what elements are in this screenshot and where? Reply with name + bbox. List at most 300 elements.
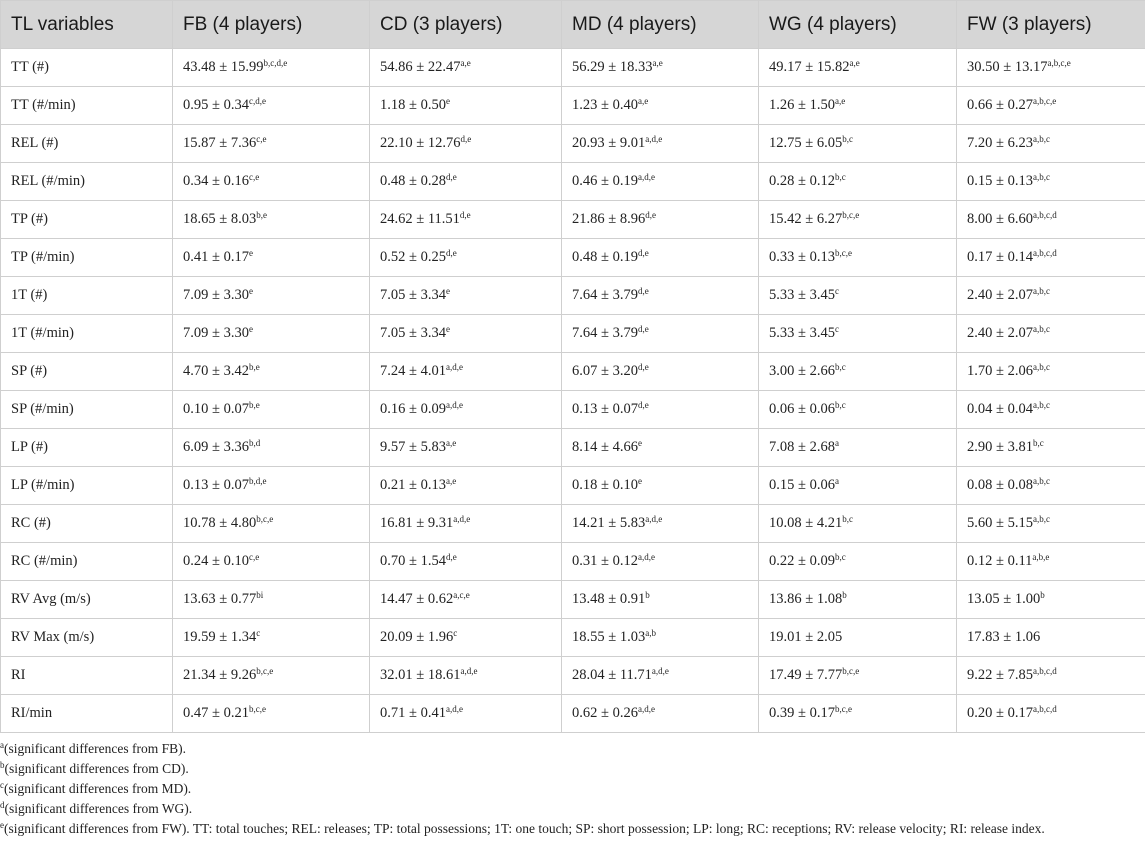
cell-fw <box>957 201 1145 239</box>
cell-md <box>562 391 759 429</box>
significance-superscript: a,b,c <box>1032 286 1050 296</box>
significance-superscript: a,c,e <box>453 590 470 600</box>
cell-value: 7.09 ± 3.30 <box>183 325 249 341</box>
cell-md <box>562 87 759 125</box>
footnote-text: (significant differences from WG). <box>4 801 193 816</box>
table-row <box>1 277 1145 315</box>
significance-superscript: a,e <box>445 438 457 448</box>
cell-value: 0.48 ± 0.19 <box>572 249 638 265</box>
table-row <box>1 125 1145 163</box>
cell-fb <box>173 505 370 543</box>
cell-cd <box>370 163 562 201</box>
cell-value: 24.62 ± 11.51 <box>380 211 460 227</box>
cell-wg <box>759 619 957 657</box>
cell-value: 0.21 ± 0.13 <box>380 477 446 493</box>
cell-value: 17.83 ± 1.06 <box>967 629 1041 645</box>
cell-value: 0.24 ± 0.10 <box>183 553 249 569</box>
footnote-mark: e <box>0 820 4 830</box>
cell-cd <box>370 49 562 87</box>
footnote-text: (significant differences from CD). <box>4 761 189 776</box>
cell-md <box>562 201 759 239</box>
cell-value: 21.86 ± 8.96 <box>572 211 646 227</box>
significance-superscript: a,e <box>834 96 846 106</box>
cell-value: 16.81 ± 9.31 <box>380 515 454 531</box>
cell-value: 13.05 ± 1.00 <box>967 591 1041 607</box>
cell-fw <box>957 49 1145 87</box>
cell-cd <box>370 353 562 391</box>
cell-value: 3.00 ± 2.66 <box>769 363 835 379</box>
row-label: RI/min <box>1 695 173 733</box>
cell-value: 0.13 ± 0.07 <box>183 477 249 493</box>
significance-superscript: a <box>834 438 839 448</box>
significance-superscript: e <box>248 324 253 334</box>
cell-value: 14.21 ± 5.83 <box>572 515 646 531</box>
cell-value: 0.62 ± 0.26 <box>572 705 638 721</box>
cell-value: 18.55 ± 1.03 <box>572 629 646 645</box>
significance-superscript: e <box>445 324 450 334</box>
significance-superscript: b,c <box>834 552 846 562</box>
cell-value: 0.28 ± 0.12 <box>769 173 835 189</box>
significance-superscript: a,d,e <box>645 514 663 524</box>
significance-superscript: d,e <box>445 172 457 182</box>
cell-value: 9.22 ± 7.85 <box>967 667 1033 683</box>
table-row <box>1 619 1145 657</box>
cell-value: 0.08 ± 0.08 <box>967 477 1033 493</box>
significance-superscript: c,e <box>248 552 260 562</box>
table-footnotes <box>0 739 1145 839</box>
cell-value: 15.87 ± 7.36 <box>183 135 257 151</box>
cell-value: 19.01 ± 2.05 <box>769 629 843 645</box>
cell-value: 30.50 ± 13.17 <box>967 59 1048 75</box>
cell-md <box>562 581 759 619</box>
cell-md <box>562 49 759 87</box>
cell-wg <box>759 695 957 733</box>
cell-wg <box>759 239 957 277</box>
cell-value: 13.86 ± 1.08 <box>769 591 843 607</box>
cell-value: 9.57 ± 5.83 <box>380 439 446 455</box>
cell-value: 2.90 ± 3.81 <box>967 439 1033 455</box>
cell-value: 1.26 ± 1.50 <box>769 97 835 113</box>
cell-wg <box>759 163 957 201</box>
cell-wg <box>759 505 957 543</box>
row-label: TP (#) <box>1 201 173 239</box>
significance-superscript: a,b,c <box>1032 134 1050 144</box>
cell-fb <box>173 467 370 505</box>
cell-cd <box>370 581 562 619</box>
row-label: TT (#) <box>1 49 173 87</box>
cell-value: 56.29 ± 18.33 <box>572 59 653 75</box>
cell-value: 13.63 ± 0.77 <box>183 591 257 607</box>
significance-superscript: d,e <box>637 248 649 258</box>
row-label: RV Max (m/s) <box>1 619 173 657</box>
cell-value: 0.31 ± 0.12 <box>572 553 638 569</box>
significance-superscript: e <box>637 438 642 448</box>
table-row <box>1 201 1145 239</box>
footnote-text: (significant differences from FW). TT: total touches; REL: releases; TP: total possessions; 1T: one touch; SP: short possession; LP: long; RC: receptions; RV: release velocity; RI: release index. <box>4 821 1045 836</box>
significance-superscript: b,e <box>248 400 260 410</box>
cell-wg <box>759 353 957 391</box>
cell-value: 0.15 ± 0.06 <box>769 477 835 493</box>
significance-superscript: a,e <box>637 96 649 106</box>
header-cd: CD (3 players) <box>370 1 562 49</box>
significance-superscript: a,b,c <box>1032 400 1050 410</box>
footnote <box>0 759 1145 779</box>
significance-superscript: b,e <box>256 210 267 220</box>
significance-superscript: a,d,e <box>637 172 655 182</box>
significance-superscript: d,e <box>460 134 472 144</box>
cell-value: 0.10 ± 0.07 <box>183 401 249 417</box>
cell-fb <box>173 49 370 87</box>
significance-superscript: a,d,e <box>651 666 669 676</box>
cell-wg <box>759 657 957 695</box>
significance-superscript: b <box>1040 590 1045 600</box>
header-wg: WG (4 players) <box>759 1 957 49</box>
cell-fb <box>173 581 370 619</box>
footnote-text: (significant differences from MD). <box>4 781 192 796</box>
cell-cd <box>370 429 562 467</box>
cell-fw <box>957 695 1145 733</box>
cell-cd <box>370 239 562 277</box>
cell-value: 0.18 ± 0.10 <box>572 477 638 493</box>
cell-value: 54.86 ± 22.47 <box>380 59 461 75</box>
cell-value: 0.04 ± 0.04 <box>967 401 1033 417</box>
table-row <box>1 581 1145 619</box>
cell-fb <box>173 391 370 429</box>
table-row <box>1 657 1145 695</box>
significance-superscript: b,c <box>834 172 846 182</box>
significance-superscript: a,d,e <box>445 704 463 714</box>
cell-cd <box>370 87 562 125</box>
header-fw: FW (3 players) <box>957 1 1145 49</box>
cell-value: 0.70 ± 1.54 <box>380 553 446 569</box>
cell-value: 8.14 ± 4.66 <box>572 439 638 455</box>
cell-value: 0.12 ± 0.11 <box>967 553 1033 569</box>
cell-fb <box>173 87 370 125</box>
cell-wg <box>759 201 957 239</box>
cell-fb <box>173 125 370 163</box>
table-header-row <box>1 1 1145 49</box>
header-md: MD (4 players) <box>562 1 759 49</box>
significance-superscript: bi <box>256 590 264 600</box>
cell-value: 0.13 ± 0.07 <box>572 401 638 417</box>
row-label: TP (#/min) <box>1 239 173 277</box>
cell-cd <box>370 315 562 353</box>
significance-superscript: b <box>645 590 650 600</box>
cell-value: 0.46 ± 0.19 <box>572 173 638 189</box>
significance-superscript: a,b,c,e <box>1032 96 1057 106</box>
cell-value: 0.06 ± 0.06 <box>769 401 835 417</box>
significance-superscript: b,c,e <box>842 666 860 676</box>
cell-fb <box>173 277 370 315</box>
cell-fw <box>957 657 1145 695</box>
cell-value: 15.42 ± 6.27 <box>769 211 843 227</box>
cell-wg <box>759 125 957 163</box>
cell-value: 10.08 ± 4.21 <box>769 515 843 531</box>
significance-superscript: e <box>637 476 642 486</box>
cell-md <box>562 657 759 695</box>
table-row <box>1 87 1145 125</box>
cell-value: 18.65 ± 8.03 <box>183 211 257 227</box>
significance-superscript: b,c <box>842 134 853 144</box>
cell-fw <box>957 543 1145 581</box>
cell-md <box>562 277 759 315</box>
significance-superscript: a,e <box>652 58 663 68</box>
significance-superscript: a,d,e <box>445 400 463 410</box>
cell-value: 20.93 ± 9.01 <box>572 135 646 151</box>
cell-wg <box>759 87 957 125</box>
table-row <box>1 505 1145 543</box>
cell-value: 12.75 ± 6.05 <box>769 135 843 151</box>
cell-cd <box>370 277 562 315</box>
footnote-mark: c <box>0 780 4 790</box>
row-label: LP (#) <box>1 429 173 467</box>
cell-value: 6.07 ± 3.20 <box>572 363 638 379</box>
significance-superscript: a,b,c <box>1032 324 1050 334</box>
cell-fb <box>173 239 370 277</box>
cell-fw <box>957 125 1145 163</box>
significance-superscript: a <box>834 476 839 486</box>
significance-superscript: b,c,d,e <box>263 58 288 68</box>
cell-fb <box>173 315 370 353</box>
table-row <box>1 239 1145 277</box>
significance-superscript: a,e <box>460 58 471 68</box>
row-label: TT (#/min) <box>1 87 173 125</box>
cell-value: 0.47 ± 0.21 <box>183 705 249 721</box>
cell-value: 7.64 ± 3.79 <box>572 325 638 341</box>
cell-cd <box>370 619 562 657</box>
significance-superscript: c,d,e <box>248 96 266 106</box>
significance-superscript: a,b,c,d <box>1032 704 1057 714</box>
cell-value: 4.70 ± 3.42 <box>183 363 249 379</box>
significance-superscript: c <box>453 628 458 638</box>
significance-superscript: d,e <box>637 362 649 372</box>
cell-value: 7.05 ± 3.34 <box>380 325 446 341</box>
cell-fw <box>957 619 1145 657</box>
cell-fb <box>173 201 370 239</box>
cell-cd <box>370 657 562 695</box>
cell-md <box>562 695 759 733</box>
significance-superscript: d,e <box>637 324 649 334</box>
significance-superscript: c,e <box>248 172 260 182</box>
cell-md <box>562 239 759 277</box>
footnote-mark: d <box>0 800 5 810</box>
cell-value: 7.24 ± 4.01 <box>380 363 446 379</box>
significance-superscript: a,b,c,d <box>1032 248 1057 258</box>
cell-value: 43.48 ± 15.99 <box>183 59 264 75</box>
cell-value: 2.40 ± 2.07 <box>967 325 1033 341</box>
table-row <box>1 543 1145 581</box>
footnote-text: (significant differences from FB). <box>4 741 186 756</box>
significance-superscript: b,c <box>842 514 853 524</box>
significance-superscript: a,b,c <box>1032 172 1050 182</box>
cell-value: 0.33 ± 0.13 <box>769 249 835 265</box>
footnote <box>0 819 1145 839</box>
table-row <box>1 467 1145 505</box>
cell-value: 13.48 ± 0.91 <box>572 591 646 607</box>
cell-value: 0.16 ± 0.09 <box>380 401 446 417</box>
cell-md <box>562 315 759 353</box>
row-label: SP (#/min) <box>1 391 173 429</box>
significance-superscript: a,b <box>645 628 656 638</box>
cell-fb <box>173 429 370 467</box>
cell-fw <box>957 87 1145 125</box>
cell-value: 7.08 ± 2.68 <box>769 439 835 455</box>
cell-value: 21.34 ± 9.26 <box>183 667 257 683</box>
cell-value: 2.40 ± 2.07 <box>967 287 1033 303</box>
row-label: 1T (#/min) <box>1 315 173 353</box>
cell-value: 28.04 ± 11.71 <box>572 667 652 683</box>
cell-fw <box>957 505 1145 543</box>
cell-cd <box>370 467 562 505</box>
cell-fw <box>957 429 1145 467</box>
significance-superscript: a,d,e <box>453 514 471 524</box>
significance-superscript: a,e <box>445 476 457 486</box>
cell-md <box>562 353 759 391</box>
significance-superscript: b,e <box>248 362 260 372</box>
cell-fb <box>173 163 370 201</box>
significance-superscript: a,b,c <box>1032 476 1050 486</box>
cell-wg <box>759 429 957 467</box>
significance-superscript: d,e <box>445 552 457 562</box>
significance-superscript: b,c,e <box>842 210 860 220</box>
cell-fb <box>173 353 370 391</box>
significance-superscript: d,e <box>637 400 649 410</box>
cell-value: 0.48 ± 0.28 <box>380 173 446 189</box>
significance-superscript: d,e <box>445 248 457 258</box>
cell-wg <box>759 543 957 581</box>
cell-value: 0.15 ± 0.13 <box>967 173 1033 189</box>
table-row <box>1 353 1145 391</box>
significance-superscript: d,e <box>645 210 656 220</box>
cell-value: 10.78 ± 4.80 <box>183 515 257 531</box>
cell-cd <box>370 505 562 543</box>
cell-value: 0.71 ± 0.41 <box>380 705 446 721</box>
significance-superscript: a,e <box>849 58 860 68</box>
cell-cd <box>370 391 562 429</box>
footnote <box>0 799 1145 819</box>
cell-value: 17.49 ± 7.77 <box>769 667 843 683</box>
significance-superscript: b,c,e <box>834 248 852 258</box>
footnote <box>0 739 1145 759</box>
significance-superscript: a,d,e <box>645 134 663 144</box>
cell-value: 14.47 ± 0.62 <box>380 591 454 607</box>
cell-value: 32.01 ± 18.61 <box>380 667 461 683</box>
cell-value: 22.10 ± 12.76 <box>380 135 461 151</box>
significance-superscript: b,c <box>834 362 846 372</box>
row-label: REL (#) <box>1 125 173 163</box>
cell-value: 7.09 ± 3.30 <box>183 287 249 303</box>
footnote <box>0 779 1145 799</box>
cell-value: 0.34 ± 0.16 <box>183 173 249 189</box>
table-row <box>1 315 1145 353</box>
cell-value: 5.33 ± 3.45 <box>769 325 835 341</box>
significance-superscript: b,d <box>248 438 261 448</box>
significance-superscript: a,b,c,d <box>1032 666 1057 676</box>
cell-fb <box>173 657 370 695</box>
cell-value: 0.17 ± 0.14 <box>967 249 1033 265</box>
significance-superscript: b,c <box>1032 438 1044 448</box>
cell-fw <box>957 353 1145 391</box>
cell-md <box>562 505 759 543</box>
cell-fw <box>957 467 1145 505</box>
cell-wg <box>759 391 957 429</box>
significance-superscript: d,e <box>459 210 471 220</box>
row-label: REL (#/min) <box>1 163 173 201</box>
row-label: RI <box>1 657 173 695</box>
cell-cd <box>370 695 562 733</box>
cell-cd <box>370 125 562 163</box>
cell-md <box>562 163 759 201</box>
cell-value: 1.18 ± 0.50 <box>380 97 446 113</box>
significance-superscript: c,e <box>256 134 267 144</box>
significance-superscript: a,d,e <box>460 666 478 676</box>
cell-value: 0.52 ± 0.25 <box>380 249 446 265</box>
table-row <box>1 49 1145 87</box>
significance-superscript: b,c,e <box>834 704 852 714</box>
significance-superscript: e <box>248 286 253 296</box>
cell-value: 0.66 ± 0.27 <box>967 97 1033 113</box>
cell-fb <box>173 543 370 581</box>
cell-value: 0.95 ± 0.34 <box>183 97 249 113</box>
cell-cd <box>370 201 562 239</box>
footnote-mark: a <box>0 740 4 750</box>
cell-fw <box>957 277 1145 315</box>
cell-wg <box>759 467 957 505</box>
cell-value: 0.41 ± 0.17 <box>183 249 249 265</box>
significance-superscript: a,b,c,d <box>1032 210 1057 220</box>
cell-wg <box>759 49 957 87</box>
significance-superscript: a,b,c <box>1032 362 1050 372</box>
cell-value: 20.09 ± 1.96 <box>380 629 454 645</box>
cell-value: 0.22 ± 0.09 <box>769 553 835 569</box>
cell-value: 7.20 ± 6.23 <box>967 135 1033 151</box>
significance-superscript: c <box>834 286 839 296</box>
cell-value: 1.23 ± 0.40 <box>572 97 638 113</box>
cell-value: 0.20 ± 0.17 <box>967 705 1033 721</box>
cell-value: 5.33 ± 3.45 <box>769 287 835 303</box>
significance-superscript: e <box>445 96 450 106</box>
table-row <box>1 695 1145 733</box>
significance-superscript: b,d,e <box>248 476 267 486</box>
row-label: RC (#/min) <box>1 543 173 581</box>
cell-value: 8.00 ± 6.60 <box>967 211 1033 227</box>
cell-fb <box>173 695 370 733</box>
cell-md <box>562 467 759 505</box>
cell-fw <box>957 581 1145 619</box>
cell-value: 5.60 ± 5.15 <box>967 515 1033 531</box>
significance-superscript: d,e <box>637 286 649 296</box>
significance-superscript: b,c,e <box>248 704 266 714</box>
cell-value: 19.59 ± 1.34 <box>183 629 257 645</box>
cell-md <box>562 543 759 581</box>
row-label: SP (#) <box>1 353 173 391</box>
cell-md <box>562 429 759 467</box>
significance-superscript: a,d,e <box>445 362 463 372</box>
cell-value: 0.39 ± 0.17 <box>769 705 835 721</box>
significance-superscript: a,d,e <box>637 552 655 562</box>
table-row <box>1 391 1145 429</box>
cell-wg <box>759 315 957 353</box>
significance-superscript: c <box>834 324 839 334</box>
significance-superscript: b,c <box>834 400 846 410</box>
significance-superscript: b <box>842 590 847 600</box>
cell-fw <box>957 239 1145 277</box>
cell-cd <box>370 543 562 581</box>
significance-superscript: a,b,c <box>1032 514 1050 524</box>
row-label: RV Avg (m/s) <box>1 581 173 619</box>
significance-superscript: e <box>445 286 450 296</box>
significance-superscript: b,c,e <box>256 514 274 524</box>
